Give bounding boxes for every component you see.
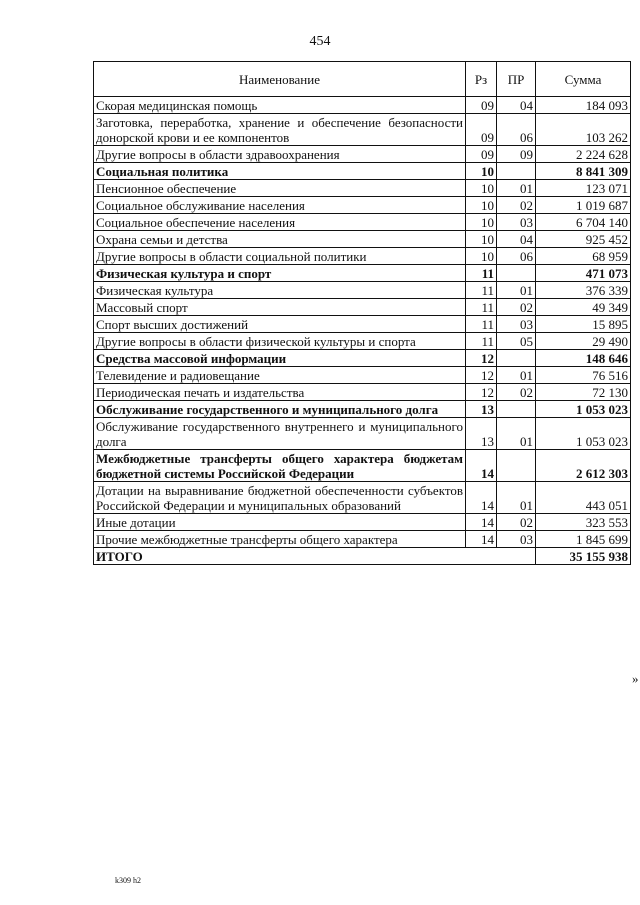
row-sum: 2 612 303 (536, 450, 631, 482)
row-rz: 11 (466, 299, 497, 316)
row-sum: 925 452 (536, 231, 631, 248)
row-pr (497, 450, 536, 482)
table-row (94, 450, 631, 482)
table-row (94, 231, 631, 248)
row-pr: 02 (497, 299, 536, 316)
row-rz: 09 (466, 97, 497, 114)
row-name: Социальное обслуживание населения (94, 197, 466, 214)
table-header-row (94, 62, 631, 97)
row-name: Скорая медицинская помощь (94, 97, 466, 114)
table-row (94, 367, 631, 384)
row-name: Физическая культура и спорт (94, 265, 466, 282)
header-name: Наименование (94, 62, 466, 97)
table-row (94, 299, 631, 316)
row-pr (497, 163, 536, 180)
row-pr: 04 (497, 97, 536, 114)
row-name: Межбюджетные трансферты общего характера бюджетам бюджетной системы Российской Федерации (94, 450, 466, 482)
row-sum: 471 073 (536, 265, 631, 282)
row-sum: 1 845 699 (536, 531, 631, 548)
total-label: ИТОГО (94, 548, 466, 565)
row-pr: 03 (497, 531, 536, 548)
table-row (94, 248, 631, 265)
row-rz: 10 (466, 163, 497, 180)
row-pr: 06 (497, 248, 536, 265)
header-pr: ПР (497, 62, 536, 97)
page-number: 454 (309, 34, 331, 49)
row-rz: 13 (466, 401, 497, 418)
row-sum: 1 019 687 (536, 197, 631, 214)
row-rz: 14 (466, 482, 497, 514)
row-rz: 12 (466, 350, 497, 367)
row-name: Обслуживание государственного и муниципального долга (94, 401, 466, 418)
row-sum: 8 841 309 (536, 163, 631, 180)
row-name: Физическая культура (94, 282, 466, 299)
row-pr: 03 (497, 316, 536, 333)
row-sum: 148 646 (536, 350, 631, 367)
table-row (94, 180, 631, 197)
row-sum: 2 224 628 (536, 146, 631, 163)
row-sum: 123 071 (536, 180, 631, 197)
row-rz: 10 (466, 197, 497, 214)
row-rz: 09 (466, 114, 497, 146)
row-sum: 1 053 023 (536, 418, 631, 450)
row-rz: 11 (466, 282, 497, 299)
row-name: Прочие межбюджетные трансферты общего характера (94, 531, 466, 548)
row-name: Пенсионное обеспечение (94, 180, 466, 197)
row-name: Иные дотации (94, 514, 466, 531)
row-name: Периодическая печать и издательства (94, 384, 466, 401)
row-rz: 10 (466, 180, 497, 197)
row-name: Социальная политика (94, 163, 466, 180)
row-name: Спорт высших достижений (94, 316, 466, 333)
row-pr: 01 (497, 482, 536, 514)
table-row (94, 401, 631, 418)
row-name: Социальное обеспечение населения (94, 214, 466, 231)
row-rz: 10 (466, 248, 497, 265)
row-name: Охрана семьи и детства (94, 231, 466, 248)
row-pr (497, 350, 536, 367)
row-pr: 09 (497, 146, 536, 163)
table-row (94, 114, 631, 146)
table-row (94, 282, 631, 299)
table-row (94, 146, 631, 163)
row-rz: 14 (466, 450, 497, 482)
table-row (94, 316, 631, 333)
table-row (94, 418, 631, 450)
row-pr: 04 (497, 231, 536, 248)
row-sum: 1 053 023 (536, 401, 631, 418)
row-name: Другие вопросы в области здравоохранения (94, 146, 466, 163)
row-pr (497, 401, 536, 418)
table-row (94, 384, 631, 401)
footer-code: k309 h2 (115, 876, 141, 885)
budget-table (93, 61, 631, 565)
row-pr (497, 265, 536, 282)
table-row (94, 265, 631, 282)
total-row (94, 548, 631, 565)
row-pr: 06 (497, 114, 536, 146)
row-sum: 68 959 (536, 248, 631, 265)
row-pr: 01 (497, 282, 536, 299)
header-rz: Рз (466, 62, 497, 97)
row-pr: 01 (497, 367, 536, 384)
table-row (94, 482, 631, 514)
row-name: Другие вопросы в области социальной политики (94, 248, 466, 265)
table-row (94, 514, 631, 531)
row-sum: 103 262 (536, 114, 631, 146)
row-rz: 10 (466, 231, 497, 248)
row-rz: 14 (466, 531, 497, 548)
closing-quote: » (632, 671, 639, 686)
row-pr: 02 (497, 384, 536, 401)
row-name: Массовый спорт (94, 299, 466, 316)
row-sum: 323 553 (536, 514, 631, 531)
row-sum: 29 490 (536, 333, 631, 350)
row-rz: 11 (466, 316, 497, 333)
total-sum: 35 155 938 (536, 548, 631, 565)
table-row (94, 97, 631, 114)
row-sum: 443 051 (536, 482, 631, 514)
row-name: Обслуживание государственного внутреннего и муниципального долга (94, 418, 466, 450)
table-row (94, 163, 631, 180)
row-pr: 03 (497, 214, 536, 231)
row-rz: 09 (466, 146, 497, 163)
row-rz: 11 (466, 265, 497, 282)
row-sum: 6 704 140 (536, 214, 631, 231)
table-row (94, 350, 631, 367)
table-row (94, 197, 631, 214)
row-rz: 14 (466, 514, 497, 531)
row-name: Дотации на выравнивание бюджетной обеспеченности субъектов Российской Федерации и муниципальных образований (94, 482, 466, 514)
row-pr: 01 (497, 180, 536, 197)
row-sum: 72 130 (536, 384, 631, 401)
row-sum: 376 339 (536, 282, 631, 299)
row-pr: 01 (497, 418, 536, 450)
table-row (94, 333, 631, 350)
row-rz: 10 (466, 214, 497, 231)
row-name: Другие вопросы в области физической культуры и спорта (94, 333, 466, 350)
row-sum: 76 516 (536, 367, 631, 384)
row-name: Средства массовой информации (94, 350, 466, 367)
row-sum: 49 349 (536, 299, 631, 316)
row-rz: 12 (466, 367, 497, 384)
table-row (94, 531, 631, 548)
row-pr: 02 (497, 197, 536, 214)
row-sum: 15 895 (536, 316, 631, 333)
row-pr: 02 (497, 514, 536, 531)
row-rz: 11 (466, 333, 497, 350)
row-pr: 05 (497, 333, 536, 350)
row-name: Телевидение и радиовещание (94, 367, 466, 384)
header-sum: Сумма (536, 62, 631, 97)
row-sum: 184 093 (536, 97, 631, 114)
table-row (94, 214, 631, 231)
row-name: Заготовка, переработка, хранение и обеспечение безопасности донорской крови и ее компонентов (94, 114, 466, 146)
row-rz: 13 (466, 418, 497, 450)
row-rz: 12 (466, 384, 497, 401)
